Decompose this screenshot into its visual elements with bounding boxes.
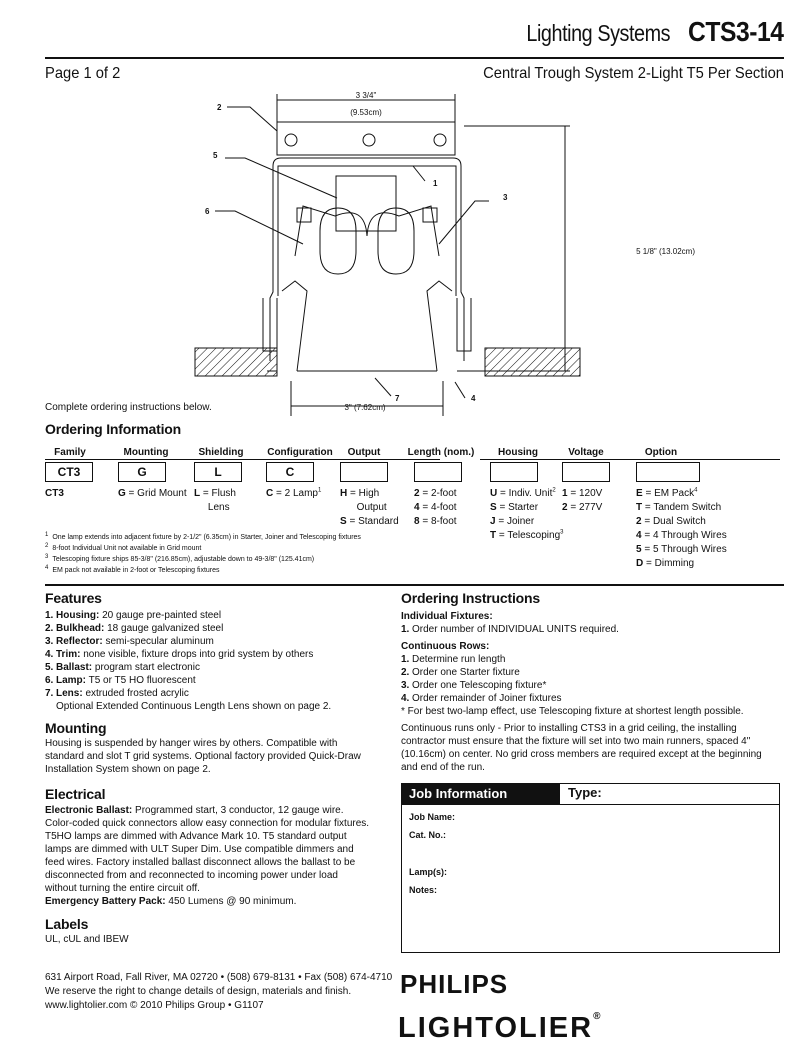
lens-note: Optional Extended Continuous Length Lens shown on page 2. (56, 701, 332, 713)
oi-head-configuration: Configuration (267, 447, 333, 458)
list-item: 2. Order one Starter fixture (401, 667, 520, 679)
electrical-text (45, 804, 370, 908)
list-item: 1. Order number of INDIVIDUAL UNITS required. (401, 624, 619, 636)
continuous-list (401, 653, 781, 705)
labels-text: UL, cUL and IBEW (45, 933, 129, 945)
oi-header-rule-right (480, 459, 780, 460)
complete-ordering-note: Complete ordering instructions below. (45, 402, 212, 413)
oi-box-family[interactable]: CT3 (45, 462, 93, 482)
list-item: 3. Order one Telescoping fixture* (401, 680, 547, 692)
oi-head-shielding: Shielding (198, 447, 244, 458)
system-name: Lighting Systems (526, 20, 670, 46)
list-item: 6. Lamp: T5 or T5 HO fluorescent (45, 675, 196, 687)
footnote-2: $^2$ 8-foot Individual Unit not available in Grid mount (45, 542, 202, 552)
callout-1: 1 (433, 179, 438, 188)
oi-options-mounting: G = Grid Mount (118, 488, 187, 499)
notes-field[interactable]: Notes: (409, 885, 438, 895)
footer-web: www.lightolier.com © 2010 Philips Group • G1107 (45, 1000, 264, 1011)
oi-options-voltage: 1 = 120V 2 = 277V (562, 488, 603, 513)
list-item: 3. Reflector: semi-specular aluminum (45, 636, 214, 648)
right-column (401, 589, 781, 774)
dim-top-label: 3 3/4" (355, 91, 377, 100)
ballast-label: Electronic Ballast: (45, 804, 133, 816)
lightolier-wordmark: LIGHTOLIER (398, 1012, 594, 1044)
oi-options-housing: U = Indiv. Unit$^2$ S = Starter J = Joiner T = Telescoping$^3$ (490, 487, 564, 541)
footnote-1: $^1$ One lamp extends into adjacent fixture by 2-1/2" (6.35cm) in Starter, Joiner and Telescoping fixtures (45, 531, 361, 541)
ordering-instructions-title: Ordering Instructions (401, 590, 540, 606)
oi-box-voltage[interactable] (562, 462, 610, 482)
fixture-cross-section-drawing (45, 86, 780, 416)
oi-options-shielding: L = Flush Lens (194, 488, 236, 513)
battery-text: 450 Lumens @ 90 minimum. (165, 895, 297, 907)
product-code: CTS3-14 (688, 16, 784, 47)
list-item: 1. Housing: 20 gauge pre-painted steel (45, 610, 222, 622)
continuous-runs-note: Continuous runs only - Prior to installing CTS3 in a grid ceiling, the installing contractor must ensure that the fixture will set into two main runners, spaced 4" (10.16cm) on center. No grid cross members are required except at the beginning and end of the run. (401, 723, 762, 774)
oi-options-configuration: C = 2 Lamp$^1$ (266, 487, 322, 499)
oi-options-output: H = High Output S = Standard (340, 488, 399, 527)
footer-address: 631 Airport Road, Fall River, MA 02720 • (508) 679-8131 • Fax (508) 674-4710 (45, 972, 393, 983)
list-item: 1. Determine run length (401, 654, 506, 666)
job-information-header: Job Information (402, 784, 560, 804)
page-number: Page 1 of 2 (45, 65, 121, 82)
page-subtitle: Central Trough System 2-Light T5 Per Section (483, 65, 784, 82)
oi-head-housing: Housing (498, 447, 538, 458)
list-item: 2. Bulkhead: 18 gauge galvanized steel (45, 623, 224, 635)
features-title: Features (45, 590, 102, 606)
callout-3: 3 (503, 193, 508, 202)
oi-head-mounting: Mounting (123, 447, 169, 458)
oi-options-option: E = EM Pack$^4$ T = Tandem Switch 2 = Dual Switch 4 = 4 Through Wires 5 = 5 Through Wires D = Dimming (636, 487, 727, 569)
dim-bottom-label: 3" (7.62cm) (344, 403, 386, 412)
job-header-rule (402, 804, 779, 805)
electrical-title: Electrical (45, 786, 106, 803)
footer-address-block (45, 971, 392, 1013)
job-name-field[interactable]: Job Name: (409, 812, 456, 822)
job-information-box (401, 783, 780, 953)
mounting-title: Mounting (45, 720, 107, 737)
left-column (45, 589, 370, 946)
callout-7: 7 (395, 394, 400, 403)
section-rule (45, 584, 784, 586)
ballast-text: Programmed start, 3 conductor, 12 gauge wire. Color-coded quick connectors allow easy connection for modular fixtures. T5HO lamps are dimmed with Advance Mark 10. T5 standard output lamps are dimmed with ULT Super Dim. Use compatible dimmers and feed wires. Factory installed ballast disconnect allows the ballast to be disconnected from and reconnected to incoming power under load without turning the entire circuit off. (45, 804, 370, 894)
oi-head-voltage: Voltage (568, 447, 604, 458)
individual-list (401, 623, 781, 636)
oi-box-configuration[interactable]: C (266, 462, 314, 482)
features-list (45, 609, 370, 700)
oi-box-output[interactable] (340, 462, 388, 482)
registered-mark: ® (593, 1011, 601, 1022)
list-item: 4. Order remainder of Joiner fixtures (401, 693, 562, 705)
oi-head-family: Family (54, 447, 86, 458)
lightolier-logo (398, 1010, 600, 1048)
lamps-field[interactable]: Lamp(s): (409, 867, 447, 877)
individual-fixtures-head: Individual Fixtures: (401, 611, 493, 623)
mounting-text: Housing is suspended by hanger wires by others. Compatible with standard and slot T grid systems. Optional factory provided Quick-Draw Installation System shown on page 2. (45, 738, 361, 776)
oi-box-option[interactable] (636, 462, 700, 482)
oi-box-mounting[interactable]: G (118, 462, 166, 482)
oi-head-length-nom: Length (nom.) (407, 447, 475, 458)
list-item: 5. Ballast: program start electronic (45, 662, 200, 674)
ordering-information-title: Ordering Information (45, 421, 182, 437)
oi-box-length-nom[interactable] (414, 462, 462, 482)
oi-options-family: CT3 (45, 488, 64, 499)
footnote-4: $^4$ EM pack not available in 2-foot or Telescoping fixtures (45, 564, 220, 574)
oi-head-output: Output (347, 447, 381, 458)
job-type-label: Type: (568, 785, 602, 800)
dim-top-cm-label: (9.53cm) (350, 108, 382, 117)
list-item: 4. Trim: none visible, fixture drops into grid system by others (45, 649, 314, 661)
footer-rights: We reserve the right to change details of design, materials and finish. (45, 986, 352, 997)
callout-5: 5 (213, 151, 218, 160)
labels-title: Labels (45, 915, 89, 932)
callout-2: 2 (217, 103, 222, 112)
best-effect-note: * For best two-lamp effect, use Telescoping fixture at shortest length possible. (401, 706, 744, 718)
oi-box-shielding[interactable]: L (194, 462, 242, 482)
continuous-rows-head: Continuous Rows: (401, 641, 490, 653)
philips-logo: PHILIPS (400, 969, 509, 999)
callout-6: 6 (205, 207, 210, 216)
battery-label: Emergency Battery Pack: (45, 895, 166, 907)
document-title (503, 14, 784, 50)
oi-header-rule-left (45, 459, 440, 460)
cat-no-field[interactable]: Cat. No.: (409, 830, 446, 840)
dim-side-label: 5 1/8" (13.02cm) (636, 247, 695, 256)
list-item: 7. Lens: extruded frosted acrylic (45, 688, 189, 700)
oi-box-housing[interactable] (490, 462, 538, 482)
header-rule (45, 57, 784, 59)
footnote-3: $^3$ Telescoping fixture ships 85-3/8" (216.85cm), adjustable down to 49-3/8" (125.41cm) (45, 553, 315, 563)
oi-head-option: Option (644, 447, 678, 458)
oi-options-length-nom: 2 = 2-foot 4 = 4-foot 8 = 8-foot (414, 488, 457, 527)
callout-4: 4 (471, 394, 476, 403)
